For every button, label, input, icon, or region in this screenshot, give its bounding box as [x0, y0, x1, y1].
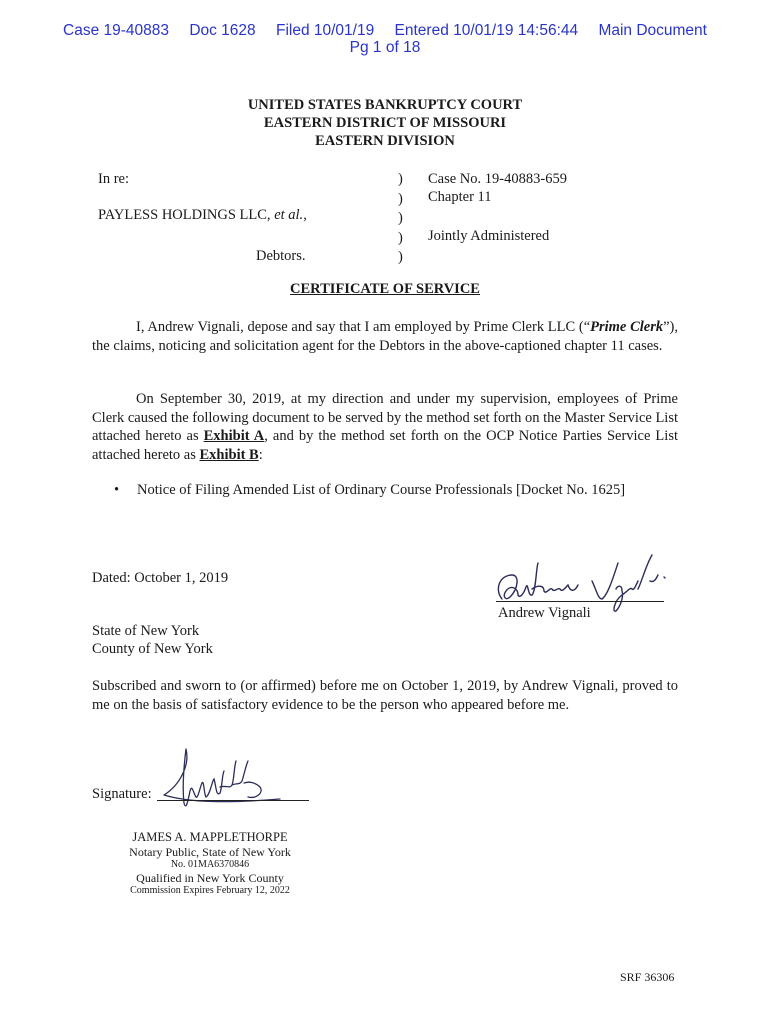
caption-debtor — [98, 206, 307, 225]
caption-jointly: Jointly Administered — [428, 228, 550, 244]
stamp-main: Main Document — [598, 22, 707, 39]
caption-parens — [398, 170, 403, 268]
court-line3: EASTERN DIVISION — [315, 133, 455, 149]
para1-c: ”), the claims, noticing and solicitation agent for the Debtors in the above-captioned chapter 11 cases. — [92, 319, 678, 354]
signature-line-notary — [157, 800, 309, 801]
caption-et-al: et al. — [274, 207, 304, 223]
para2-e: : — [258, 446, 263, 463]
paren-3: ) — [398, 210, 403, 226]
para1-a: I, Andrew Vignali, depose and say that I am employed by Prime Clerk LLC (“ — [136, 319, 591, 335]
dated-line: Dated: October 1, 2019 — [92, 570, 229, 586]
bullet-text: Notice of Filing Amended List of Ordinary Course Professionals [Docket No. 1625] — [137, 482, 626, 498]
notary-qualified: Qualified in New York County — [136, 871, 284, 885]
signature-line-declarant — [496, 601, 664, 602]
caption-chapter: Chapter 11 — [428, 189, 492, 205]
caption-case-no: Case No. 19-40883-659 — [428, 171, 567, 187]
certificate-title: CERTIFICATE OF SERVICE — [290, 281, 480, 297]
filing-stamp-line1 — [0, 22, 770, 40]
paragraph-2 — [92, 390, 678, 464]
footer-srf: SRF 36306 — [620, 970, 675, 984]
bullet-icon: • — [114, 482, 120, 498]
caption-debtor-name: PAYLESS HOLDINGS LLC, — [98, 207, 271, 223]
paren-4: ) — [398, 229, 403, 246]
stamp-filed: Filed 10/01/19 — [275, 22, 375, 39]
para2-a: On September 30, 2019, at my direction and under my supervision, employees of Prime Clerk caused the following document to be served by the method set forth on the Master Service List attached hereto as — [92, 391, 678, 444]
caption-in-re: In re: — [98, 171, 129, 187]
paren-1: ) — [398, 171, 403, 187]
notary-title: Notary Public, State of New York — [129, 845, 291, 859]
exhibit-b-link: Exhibit B — [199, 446, 259, 463]
signature-label: Signature: — [92, 786, 152, 802]
signature-notary — [160, 745, 290, 825]
court-line1: UNITED STATES BANKRUPTCY COURT — [247, 97, 523, 113]
notary-expires: Commission Expires February 12, 2022 — [130, 885, 290, 896]
venue-county: County of New York — [92, 641, 213, 657]
court-heading — [0, 96, 770, 150]
para2-c: , and by the method set forth on the OCP Notice Parties Service List attached hereto as — [92, 428, 678, 463]
stamp-page: Pg 1 of 18 — [349, 39, 421, 56]
stamp-doc: Doc 1628 — [189, 22, 256, 39]
exhibit-a-link: Exhibit A — [203, 428, 265, 444]
caption-debtor-comma: , — [303, 207, 307, 223]
paren-2: ) — [398, 190, 403, 207]
caption-debtors: Debtors. — [256, 248, 306, 264]
para1-prime-clerk: Prime Clerk — [590, 319, 664, 335]
paragraph-1 — [92, 318, 678, 355]
sworn-statement: Subscribed and sworn to (or affirmed) before me on October 1, 2019, by Andrew Vignali, proved to me on the basis of satisfactory evidence to be the person who appeared before me. — [92, 678, 678, 713]
signer-name: Andrew Vignali — [498, 605, 591, 621]
notary-name: JAMES A. MAPPLETHORPE — [132, 830, 288, 844]
stamp-case: Case 19-40883 — [63, 22, 169, 39]
stamp-entered: Entered 10/01/19 14:56:44 — [394, 22, 579, 39]
venue-state: State of New York — [92, 623, 200, 639]
notary-number: No. 01MA6370846 — [170, 859, 250, 870]
court-line2: EASTERN DISTRICT OF MISSOURI — [263, 115, 507, 131]
paren-5: ) — [398, 249, 403, 265]
